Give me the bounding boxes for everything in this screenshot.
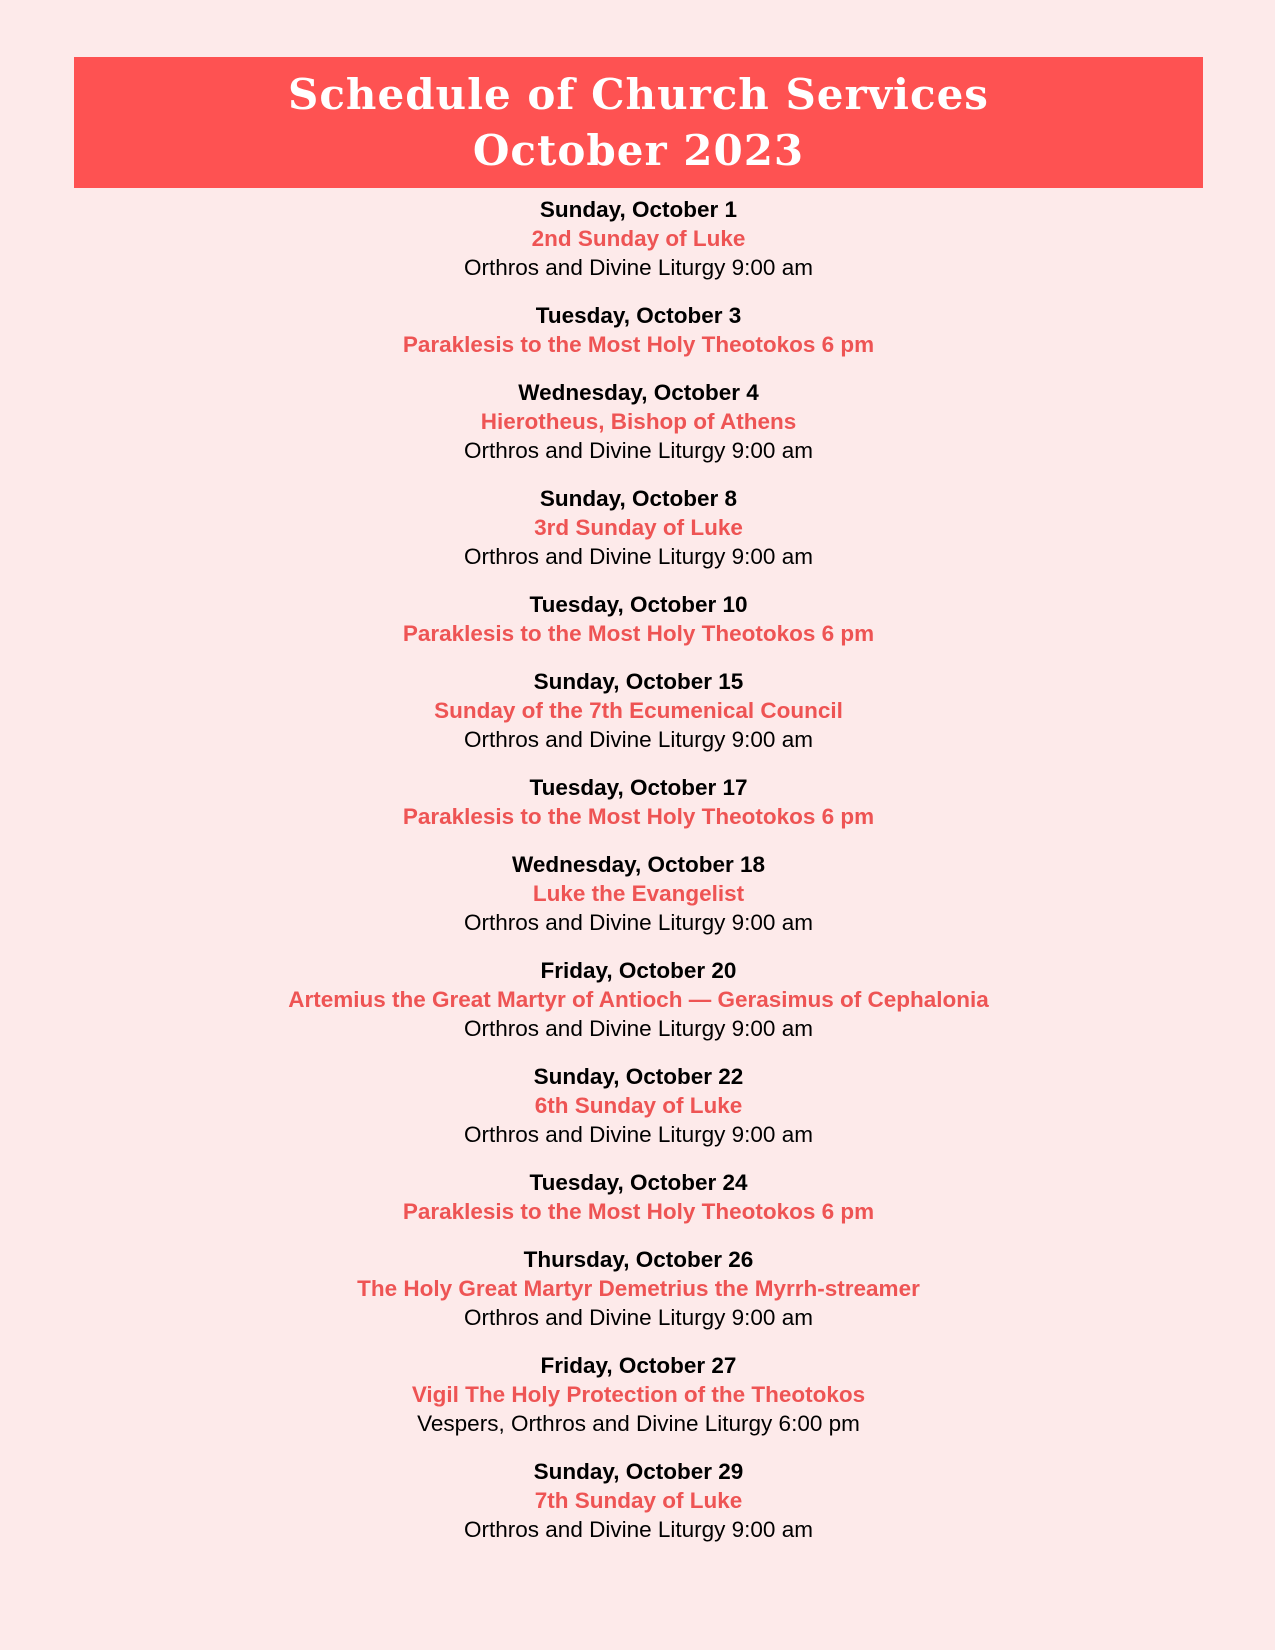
event-service: Orthros and Divine Liturgy 9:00 am — [464, 1305, 813, 1330]
event-feast: 7th Sunday of Luke — [534, 1488, 743, 1513]
event-feast: 6th Sunday of Luke — [534, 1093, 743, 1118]
event-feast: Paraklesis to the Most Holy Theotokos 6 pm — [402, 332, 875, 357]
event-item — [74, 378, 1203, 465]
event-day: Tuesday, October 24 — [529, 1170, 748, 1195]
event-feast: Hierotheus, Bishop of Athens — [480, 409, 797, 434]
event-service: Orthros and Divine Liturgy 9:00 am — [464, 1122, 813, 1147]
event-feast: Paraklesis to the Most Holy Theotokos 6 pm — [402, 621, 875, 646]
event-day: Tuesday, October 17 — [529, 775, 748, 800]
event-item — [74, 1168, 1203, 1226]
event-item — [74, 773, 1203, 831]
event-feast: Vigil The Holy Protection of the Theotokos — [411, 1382, 866, 1407]
event-day: Sunday, October 22 — [533, 1064, 744, 1089]
event-service: Orthros and Divine Liturgy 9:00 am — [464, 910, 813, 935]
event-item — [74, 956, 1203, 1043]
event-item — [74, 850, 1203, 937]
page-subtitle-month: October 2023 — [472, 126, 805, 175]
event-day: Wednesday, October 4 — [518, 380, 759, 405]
page-title: Schedule of Church Services — [288, 70, 989, 119]
event-service: Orthros and Divine Liturgy 9:00 am — [464, 255, 813, 280]
event-service: Orthros and Divine Liturgy 9:00 am — [464, 544, 813, 569]
event-feast: Paraklesis to the Most Holy Theotokos 6 pm — [402, 804, 875, 829]
event-feast: Luke the Evangelist — [532, 881, 745, 906]
schedule-list — [74, 195, 1203, 1563]
event-feast: 3rd Sunday of Luke — [534, 515, 743, 540]
event-day: Tuesday, October 10 — [529, 592, 748, 617]
event-item — [74, 1245, 1203, 1332]
event-item — [74, 590, 1203, 648]
event-item — [74, 1457, 1203, 1544]
event-service: Orthros and Divine Liturgy 9:00 am — [464, 727, 813, 752]
event-service: Orthros and Divine Liturgy 9:00 am — [464, 1016, 813, 1041]
title-banner — [74, 57, 1203, 188]
event-day: Sunday, October 1 — [539, 197, 738, 222]
event-day: Friday, October 27 — [540, 1353, 737, 1378]
event-feast: 2nd Sunday of Luke — [531, 226, 746, 251]
event-feast: Paraklesis to the Most Holy Theotokos 6 pm — [402, 1199, 875, 1224]
event-item — [74, 1062, 1203, 1149]
event-day: Sunday, October 29 — [533, 1459, 744, 1484]
event-day: Tuesday, October 3 — [535, 303, 742, 328]
event-feast: Sunday of the 7th Ecumenical Council — [434, 698, 843, 723]
event-day: Thursday, October 26 — [523, 1247, 754, 1272]
event-item — [74, 1351, 1203, 1438]
event-item — [74, 301, 1203, 359]
event-item — [74, 484, 1203, 571]
event-feast: Artemius the Great Martyr of Antioch — Gerasimus of Cephalonia — [288, 987, 989, 1012]
event-service: Orthros and Divine Liturgy 9:00 am — [464, 1517, 813, 1542]
event-day: Wednesday, October 18 — [511, 852, 765, 877]
event-day: Sunday, October 15 — [533, 669, 744, 694]
event-day: Sunday, October 8 — [539, 486, 738, 511]
event-feast: The Holy Great Martyr Demetrius the Myrrh-streamer — [357, 1276, 920, 1301]
event-item — [74, 667, 1203, 754]
event-day: Friday, October 20 — [540, 958, 737, 983]
event-item — [74, 195, 1203, 282]
event-service: Vespers, Orthros and Divine Liturgy 6:00 pm — [417, 1411, 860, 1436]
event-service: Orthros and Divine Liturgy 9:00 am — [464, 438, 813, 463]
